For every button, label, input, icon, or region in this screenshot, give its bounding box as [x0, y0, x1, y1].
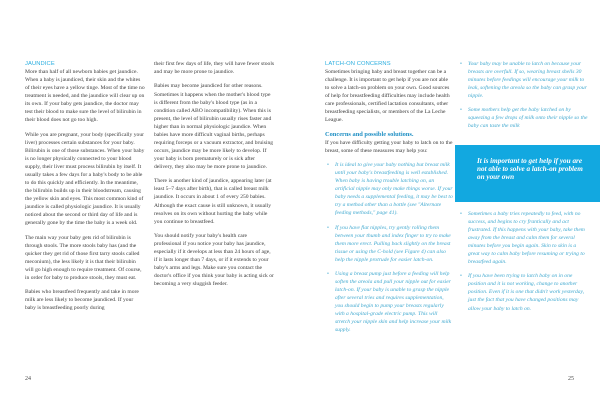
page-number-left: 24	[25, 376, 31, 382]
section-heading-latch-on: LATCH-ON CONCERNS	[325, 61, 391, 67]
tip-text: It is ideal to give your baby nothing but breast milk until your baby's breastfeeding is well established. When baby is having trouble latching on, an artificial nipple may only make things worse. If your baby needs a supplemental feeding, it may be best to try a method other than a bottle (see "Alternate feeding methods," page 41).	[335, 162, 453, 217]
right-page-column-1	[325, 60, 453, 340]
tip-text: Sometimes a baby tries repeatedly to feed, with no success, and begins to cry frantically and act frustrated. If this happens with your baby, take them away from the breast and calm them for several minutes before you begin again. Skin to skin is a great way to calm baby before resuming or trying to breastfeed again.	[468, 211, 585, 266]
bullet-icon: •	[460, 273, 462, 280]
paragraph: While you are pregnant, your body (specifically your liver) processes certain substances for your baby. Bilirubin is one of those substances. When your baby is no longer physically connected to your blood supply, their liver must process bilirubin by itself. It usually takes a few days for a baby's body to be able to do this quickly and efficiently. In the meantime, the bilirubin builds up in their bloodstream, causing the yellow skin and eyes. This most common kind of jaundice is called physiologic jaundice. It is usually noticed about the second or third day of life and is generally gone by the time the baby is a week old.	[25, 131, 145, 227]
paragraph: You should notify your baby's health care professional if you notice your baby has jaundice, especially if it develops at less than 24 hours of age, if it lasts longer than 7 days, or if it extends to your baby's arms and legs. Make sure you contact the doctor's office if you think your baby is acting sick or becoming a very sluggish feeder.	[154, 233, 274, 288]
tip-item	[325, 161, 453, 217]
tip-item	[325, 270, 453, 334]
paragraph: Babies may become jaundiced for other reasons. Sometimes it happens when the mother's blood type is different from the baby's blood type (as in a condition called ABO incompatibility). When this is present, the level of bilirubin usually rises faster and higher than in normal physiologic jaundice. When babies have more difficult vaginal births, perhaps requiring forceps or a vacuum extractor, and bruising occurs, jaundice may be more likely to develop. If your baby is born prematurely or is sick after delivery, they also may be more prone to jaundice.	[154, 83, 274, 170]
paragraph: their first few days of life, they will have fewer stools and may be more prone to jaundice.	[154, 61, 275, 76]
tips-list	[458, 60, 588, 130]
subintro-paragraph: If you have difficulty getting your baby to latch on to the breast, some of these measures may help you:	[325, 139, 453, 154]
left-page-column-1	[25, 60, 145, 319]
subheading-concerns: Concerns and possible solutions.	[325, 130, 414, 138]
tip-text: If you have flat nipples, try gently rolling them between your thumb and index finger to try to make them more erect. Pulling back slightly on the breast tissue or using the C-hold (see Figure 4) can also help the nipple protrude for easier latch-on.	[335, 224, 451, 263]
section-heading-jaundice: JAUNDICE	[25, 61, 55, 67]
tip-text: Using a breast pump just before a feeding will help soften the areola and pull your nipple out for easier latch-on. If your baby is unable to grasp the nipple after several tries and requires supplementation, you should begin to pump your breasts regularly with a hospital-grade electric pump. This will stretch your nipple skin and help increase your milk supply.	[335, 270, 452, 334]
tip-item	[458, 106, 588, 130]
page-number-right: 25	[568, 376, 574, 382]
paragraph: More than half of all newborn babies get jaundice. When a baby is jaundiced, their skin and the whites of their eyes have a yellow tinge. Most of the time no treatment is needed, and the jaundice will clear up on its own. If your baby gets jaundice, the doctor may test their blood to make sure the level of bilirubin in their blood does not go too high.	[25, 69, 145, 124]
tips-bottom-group	[458, 210, 588, 319]
bullet-icon: •	[460, 211, 462, 217]
left-page-column-2	[154, 60, 275, 295]
tip-text: Your baby may be unable to latch on because your breasts are overfull. If so, wearing breast shells 30 minutes before feedings will encourage your milk to leak, softening the areola so the baby can grasp your nipple.	[468, 61, 587, 100]
tip-item	[325, 224, 453, 264]
tip-item	[458, 210, 588, 266]
tip-text: Some mothers help get the baby latched on by squeezing a few drops of milk onto their nipple so the baby can taste the milk	[468, 107, 588, 130]
callout-text: It is important to get help if you are not able to solve a latch-on problem on your own	[477, 157, 583, 182]
paragraph: Babies who breastfeed frequently and take in more milk are less likely to become jaundiced. If your baby is breastfeeding poorly during	[25, 289, 139, 312]
paragraph: The main way your baby gets rid of bilirubin is through stools. The more stools baby has (and the quicker they get rid of those first tarry stools called meconium), the less likely it is that their bilirubin will go high enough to require treatment. Of course, in order for baby to produce stools, they must eat.	[25, 234, 142, 281]
tip-item	[458, 272, 588, 312]
tip-text: If you have been trying to latch baby on in one position and it is not working, change to another position. Even if it is one that didn't work yesterday, just the fact that you have changed positions may allow your baby to latch on.	[468, 273, 585, 312]
tip-item	[458, 60, 588, 100]
bullet-icon: •	[327, 224, 329, 231]
bullet-icon: •	[460, 61, 462, 67]
bullet-icon: •	[460, 107, 462, 114]
intro-paragraph: Sometimes bringing baby and breast together can be a challenge. It is important to get help if you are not able to solve a latch-on problem on your own. Good sources of help for breastfeeding difficulties may include health care professionals, certified lactation consultants, other breastfeeding specialists, or members of the La Leche League.	[325, 69, 450, 124]
tips-list	[325, 161, 453, 334]
bullet-icon: •	[327, 162, 329, 169]
bullet-icon: •	[327, 270, 329, 277]
paragraph: There is another kind of jaundice, appearing later (at least 5–7 days after birth), that is called breast milk jaundice. It occurs in about 1 of every 250 babies. Although the exact cause is still unknown, it usually resolves on its own without hurting the baby while you continue to breastfeed.	[154, 178, 272, 225]
callout-box	[455, 145, 600, 202]
tips-list	[458, 210, 588, 313]
